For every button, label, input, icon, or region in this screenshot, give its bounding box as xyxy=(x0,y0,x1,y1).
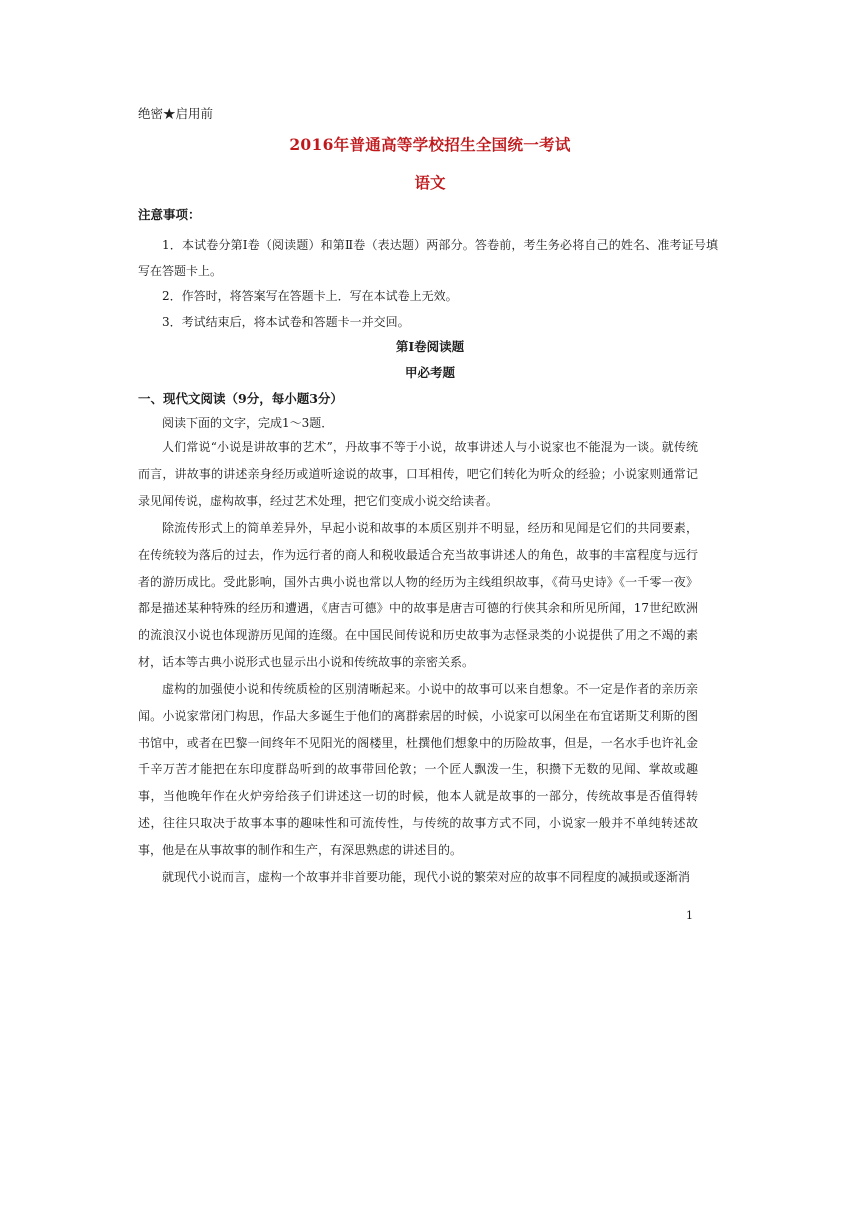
notice-item-1: 1．本试卷分第Ⅰ卷（阅读题）和第Ⅱ卷（表达题）两部分。答卷前，考生务必将自己的姓名、准考证号填写在答题卡上。 xyxy=(138,238,718,278)
notice-item-3: 3．考试结束后，将本试卷和答题卡一并交回。 xyxy=(162,315,410,329)
passage-paragraph-4: 就现代小说而言，虚构一个故事并非首要功能，现代小说的繁荣对应的故事不同程度的减损或逐渐消 xyxy=(162,870,691,884)
part-title: 第Ⅰ卷阅读题 xyxy=(395,339,465,354)
passage-paragraph-1: 人们常说“小说是讲故事的艺术”，丹故事不等于小说，故事讲述人与小说家也不能混为一谈。就传统而言，讲故事的讲述亲身经历或道听途说的故事，口耳相传，吧它们转化为听众的经验；小说家则通常记录见闻传说，虚构故事，经过艺术处理，把它们变成小说交给读者。 xyxy=(138,440,698,508)
notice-item-2: 2．作答时，将答案写在答题卡上．写在本试卷上无效。 xyxy=(162,289,458,303)
notice-heading: 注意事项： xyxy=(138,207,201,222)
passage-paragraph-2: 除流传形式上的简单差异外，早起小说和故事的本质区别并不明显，经历和见闻是它们的共同要素，在传统较为落后的过去，作为远行者的商人和税收最适合充当故事讲述人的角色，故事的丰富程度与远行者的游历成比。受此影响，国外古典小说也常以人物的经历为主线组织故事，《荷马史诗》《一千零一夜》都是描述某种特殊的经历和遭遇，《唐吉可德》中的故事是唐吉可德的行侠其余和所见所闻，17世纪欧洲的流浪汉小说也体现游历见闻的连缀。在中国民间传说和历史故事为志怪录类的小说提供了用之不竭的素材，话本等古典小说形式也显示出小说和传统故事的亲密关系。 xyxy=(138,521,698,669)
passage-paragraph-3: 虚构的加强使小说和传统质检的区别清晰起来。小说中的故事可以来自想象。不一定是作者的亲历亲闻。小说家常闭门构思，作品大多诞生于他们的离群索居的时候，小说家可以闲坐在布宜诺斯艾利斯的图书馆中，或者在巴黎一间终年不见阳光的阁楼里，杜撰他们想象中的历险故事，但是，一名水手也许礼金千辛万苦才能把在东印度群岛听到的故事带回伦敦；一个匠人飘泼一生，积攒下无数的见闻、掌故或趣事，当他晚年作在火炉旁给孩子们讲述这一切的时候，他本人就是故事的一部分，传统故事是否值得转述，往往只取决于故事本事的趣味性和可流传性，与传统的故事方式不同，小说家一般并不单纯转述故事，他是在从事故事的制作和生产，有深思熟虑的讲述目的。 xyxy=(138,682,698,857)
section-heading: 一、现代文阅读（9分，每小题3分） xyxy=(138,391,343,406)
exam-title: 2016年普通高等学校招生全国统一考试 xyxy=(289,135,571,154)
page-number: 1 xyxy=(686,909,693,922)
secret-mark: 绝密★启用前 xyxy=(138,106,214,121)
part-subtitle: 甲必考题 xyxy=(404,365,455,380)
reading-instruction: 阅读下面的文字，完成1～3题． xyxy=(162,416,334,430)
subject-title: 语文 xyxy=(414,173,446,192)
